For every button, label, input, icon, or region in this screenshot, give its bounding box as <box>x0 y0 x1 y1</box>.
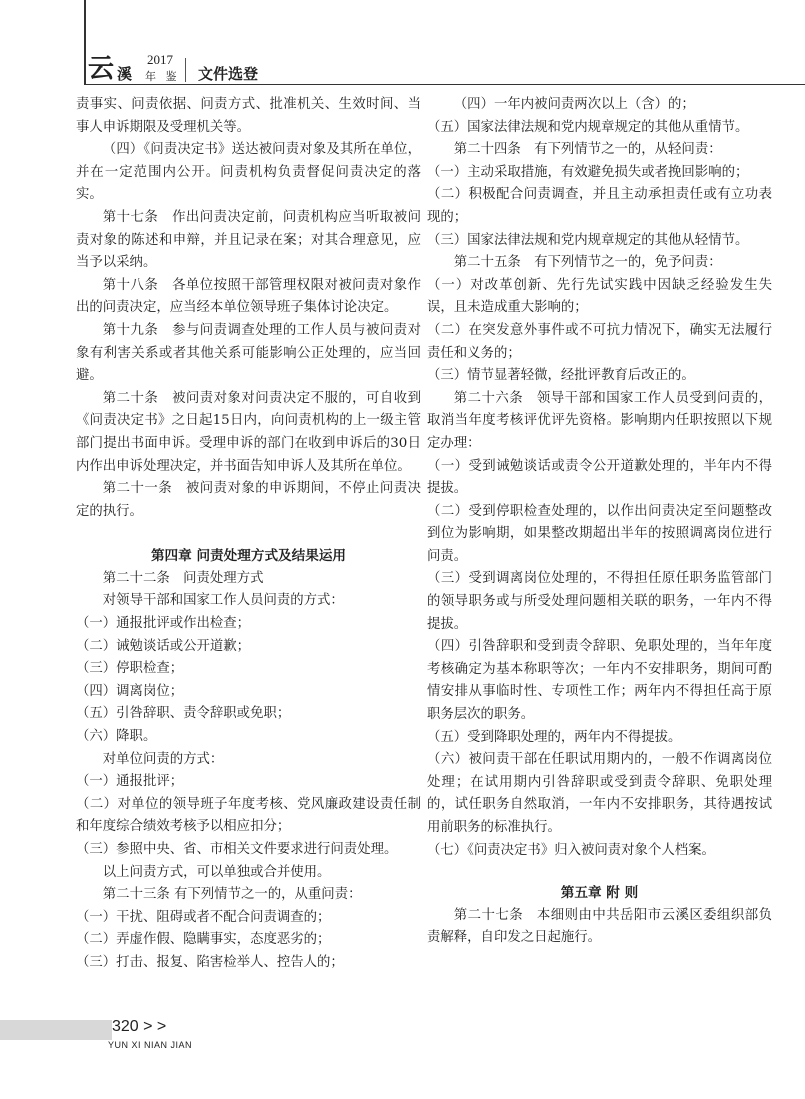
paragraph: （三）情节显著轻微，经批评教育后改正的。 <box>427 368 695 384</box>
paragraph: 第二十条 被问责对象对问责决定不服的，可自收到《问责决定书》之日起15日内，向问责机构的上一级主管部门提出书面申诉。受理申诉的部门在收到申诉后的30日内作出申诉处理决定，并书面告知申诉人及其所在单位。 <box>76 390 421 474</box>
right-column <box>427 94 772 950</box>
paragraph: （六）降职。 <box>76 729 157 745</box>
paragraph: （二）弄虚作假、隐瞒事实，态度恶劣的； <box>76 932 331 948</box>
paragraph: 第十九条 参与问责调查处理的工作人员与被问责对象有利害关系或者其他关系可能影响公正处理的，应当回避。 <box>76 322 421 384</box>
paragraph: 责事实、问责依据、问责方式、批准机关、生效时间、当事人申诉期限及受理机关等。 <box>76 97 421 135</box>
paragraph: （七）《问责决定书》归入被问责对象个人档案。 <box>427 842 715 858</box>
header-year: 2017 <box>147 52 173 67</box>
paragraph: （五）引咎辞职、责令辞职或免职； <box>76 706 291 722</box>
paragraph: 第十七条 作出问责决定前，问责机构应当听取被问责对象的陈述和申辩，并且记录在案；对其合理意见，应当予以采纳。 <box>76 209 421 271</box>
paragraph: 第二十三条 有下列情节之一的，从重问责： <box>102 887 362 903</box>
paragraph: （三）受到调离岗位处理的，不得担任原任职务监管部门的领导职务或与所受处理问题相关联的职务，一年内不得提拔。 <box>427 571 772 632</box>
paragraph: （一）受到诫勉谈话或责令公开道歉处理的，半年内不得提拔。 <box>427 458 772 497</box>
paragraph: （四）引咎辞职和受到责令辞职、免职处理的，当年年度考核确定为基本称职等次；一年内不安排职务，期间可酌情安排从事临时性、专项性工作；两年内不得担任高于原职务层次的职务。 <box>427 639 772 723</box>
paragraph: （一）对改革创新、先行先试实践中因缺乏经验发生失误，且未造成重大影响的； <box>427 277 772 316</box>
paragraph: 第十八条 各单位按照干部管理权限对被问责对象作出的问责决定，应当经本单位领导班子集体讨论决定。 <box>76 277 421 316</box>
paragraph: （一）通报批评或作出检查； <box>76 616 251 632</box>
paragraph: 对领导干部和国家工作人员问责的方式： <box>102 593 344 609</box>
header-separator <box>185 58 186 82</box>
paragraph: （三）国家法律法规和党内规章规定的其他从轻情节。 <box>427 232 749 248</box>
paragraph: （四）调离岗位； <box>76 683 184 699</box>
paragraph: （五）国家法律法规和党内规章规定的其他从重情节。 <box>427 119 749 135</box>
paragraph: （二）对单位的领导班子年度考核、党风廉政建设责任制和年度综合绩效考核予以相应扣分； <box>76 796 421 835</box>
header-horizontal-rule <box>84 84 805 85</box>
section-gap <box>427 862 772 882</box>
paragraph: （四）一年内被问责两次以上（含）的； <box>453 97 695 112</box>
logo-char-xi: 溪 <box>117 65 133 83</box>
section-title: 文件选登 <box>198 65 259 83</box>
logo-char-yun: 云 <box>88 54 115 84</box>
chapter-heading: 第四章 问责处理方式及结果运用 <box>150 548 347 565</box>
header-vertical-rule <box>84 0 86 84</box>
paragraph: 以上问责方式，可以单独或合并使用。 <box>102 864 331 880</box>
paragraph: （三）参照中央、省、市相关文件要求进行问责处理。 <box>76 842 398 857</box>
header-yearbook: 年 鉴 <box>145 70 180 83</box>
chapter-heading: 第五章 附 则 <box>560 885 639 902</box>
paragraph: 第二十五条 有下列情节之一的，免予问责： <box>453 255 722 271</box>
paragraph: （二）积极配合问责调查，并且主动承担责任或有立功表现的； <box>427 187 772 225</box>
paragraph: 第二十四条 有下列情节之一的，从轻问责： <box>453 142 722 158</box>
paragraph: （一）通报批评； <box>76 774 184 790</box>
paragraph: （五）受到降职处理的，两年内不得提拔。 <box>427 729 682 745</box>
footer-bar <box>0 1020 112 1040</box>
section-gap <box>76 523 421 545</box>
paragraph: （二）受到停职检查处理的，以作出问责决定至问题整改到位为影响期，如果整改期超出半年的按照调离岗位进行问责。 <box>427 503 772 564</box>
paragraph: （二）在突发意外事件或不可抗力情况下，确实无法履行责任和义务的； <box>427 322 772 361</box>
paragraph: （一）主动采取措施，有效避免损失或者挽回影响的； <box>427 164 749 180</box>
paragraph: 第二十七条 本细则由中共岳阳市云溪区委组织部负责解释，自印发之日起施行。 <box>427 907 772 946</box>
paragraph: 第二十二条 问责处理方式 <box>102 570 264 586</box>
paragraph: （六）被问责干部在任职试用期内的，一般不作调离岗位处理；在试用期内引咎辞职或受到责令辞职、免职处理的，试任职务自然取消，一年内不安排职务，其待遇按试用前职务的标准执行。 <box>427 752 772 835</box>
paragraph: 第二十六条 领导干部和国家工作人员受到问责的，取消当年度考核评优评先资格。影响期内任职按照以下规定办理： <box>427 390 772 451</box>
paragraph: （二）诫勉谈话或公开道歉； <box>76 638 251 654</box>
paragraph: （四）《问责决定书》送达被问责对象及其所在单位，并在一定范围内公开。问责机构负责督促问责决定的落实。 <box>76 142 421 203</box>
paragraph: （一）干扰、阻碍或者不配合问责调查的； <box>76 909 331 925</box>
page-number: 320 > > <box>112 1018 167 1035</box>
paragraph: （三）打击、报复、陷害检举人、控告人的； <box>76 954 344 970</box>
left-column <box>76 94 421 975</box>
footer-subtitle: YUN XI NIAN JIAN <box>108 1040 193 1050</box>
paragraph: （三）停职检查； <box>76 661 184 677</box>
paragraph: 对单位问责的方式： <box>102 751 224 767</box>
paragraph: 第二十一条 被问责对象的申诉期间，不停止问责决定的执行。 <box>76 481 421 519</box>
